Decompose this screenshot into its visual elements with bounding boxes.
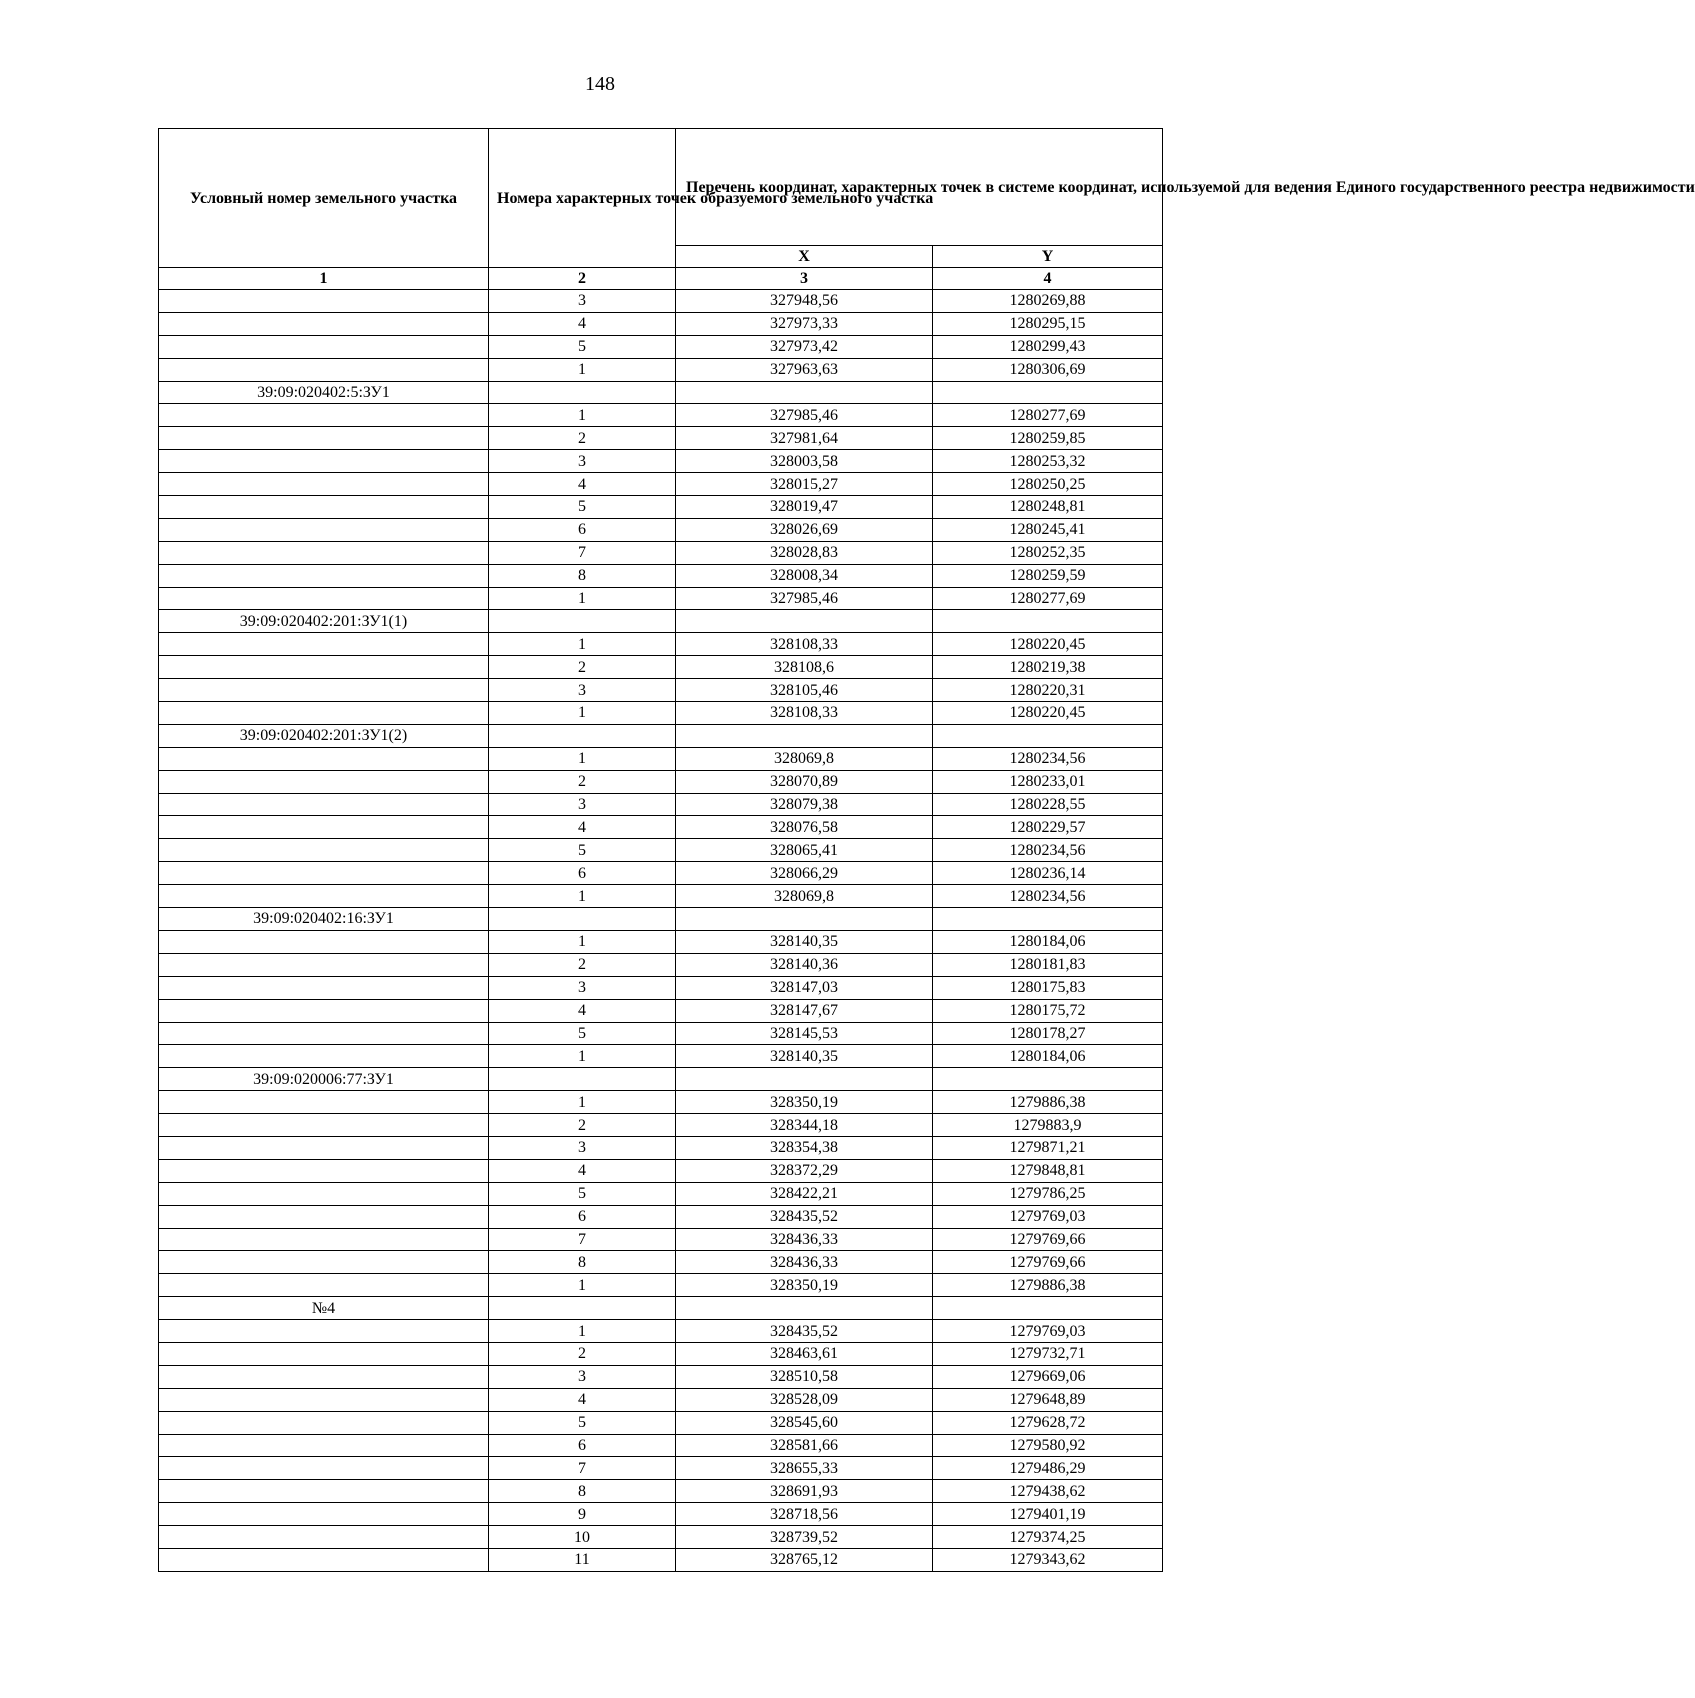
table-row [159, 953, 1163, 976]
parcel-row [159, 908, 1163, 931]
point-number [489, 1297, 676, 1320]
parcel-cell [159, 335, 489, 358]
parcel-number: 39:09:020402:201:ЗУ1(2) [159, 724, 489, 747]
coordinate-y: 1279580,92 [933, 1434, 1163, 1457]
coordinate-y: 1280299,43 [933, 335, 1163, 358]
point-number: 8 [489, 1251, 676, 1274]
table-row [159, 862, 1163, 885]
coordinate-x: 328510,58 [676, 1365, 933, 1388]
point-number: 4 [489, 816, 676, 839]
table-row [159, 450, 1163, 473]
coordinate-x: 328436,33 [676, 1228, 933, 1251]
table-row [159, 1091, 1163, 1114]
point-number: 5 [489, 1022, 676, 1045]
column-numbers-row [159, 268, 1163, 290]
point-number: 11 [489, 1548, 676, 1571]
column-number: 3 [676, 268, 933, 290]
point-number [489, 1068, 676, 1091]
column-number: 1 [159, 268, 489, 290]
coordinate-x: 327973,33 [676, 312, 933, 335]
point-number: 5 [489, 1182, 676, 1205]
parcel-cell [159, 564, 489, 587]
column-number: 4 [933, 268, 1163, 290]
coordinate-x: 328344,18 [676, 1114, 933, 1137]
coordinate-y: 1279732,71 [933, 1342, 1163, 1365]
table-row [159, 1205, 1163, 1228]
coordinate-y: 1280252,35 [933, 541, 1163, 564]
point-number: 4 [489, 1388, 676, 1411]
parcel-cell [159, 770, 489, 793]
coordinate-y: 1280220,45 [933, 633, 1163, 656]
parcel-cell [159, 633, 489, 656]
table-row [159, 1320, 1163, 1343]
header-row [159, 129, 1163, 246]
point-number: 7 [489, 541, 676, 564]
header-y: Y [933, 246, 1163, 268]
coordinate-x: 328718,56 [676, 1503, 933, 1526]
parcel-number: 39:09:020402:16:ЗУ1 [159, 908, 489, 931]
table-row [159, 1045, 1163, 1068]
point-number: 5 [489, 496, 676, 519]
parcel-cell [159, 541, 489, 564]
point-number: 2 [489, 770, 676, 793]
header-point-numbers: Номера характерных точек образуемого земельного участка [489, 129, 676, 268]
coordinate-x: 328015,27 [676, 473, 933, 496]
coordinate-y: 1279628,72 [933, 1411, 1163, 1434]
point-number: 2 [489, 1114, 676, 1137]
coordinate-y: 1279374,25 [933, 1526, 1163, 1549]
parcel-cell [159, 1182, 489, 1205]
parcel-cell [159, 839, 489, 862]
point-number: 1 [489, 1320, 676, 1343]
parcel-cell [159, 518, 489, 541]
point-number: 3 [489, 976, 676, 999]
point-number: 7 [489, 1228, 676, 1251]
table-row [159, 427, 1163, 450]
point-number: 1 [489, 885, 676, 908]
table-row [159, 587, 1163, 610]
point-number: 6 [489, 518, 676, 541]
coordinate-x: 328108,33 [676, 702, 933, 725]
parcel-cell [159, 1136, 489, 1159]
parcel-row [159, 1068, 1163, 1091]
table-row [159, 999, 1163, 1022]
coordinate-x: 328070,89 [676, 770, 933, 793]
parcel-number: 39:09:020402:201:ЗУ1(1) [159, 610, 489, 633]
table-row [159, 1480, 1163, 1503]
table-row [159, 1411, 1163, 1434]
table-body [159, 290, 1163, 1572]
coordinate-x: 328069,8 [676, 885, 933, 908]
parcel-cell [159, 496, 489, 519]
parcel-cell [159, 1548, 489, 1571]
point-number: 1 [489, 702, 676, 725]
point-number: 8 [489, 564, 676, 587]
point-number: 2 [489, 656, 676, 679]
point-number: 6 [489, 1205, 676, 1228]
coordinate-x: 327973,42 [676, 335, 933, 358]
column-number: 2 [489, 268, 676, 290]
parcel-cell [159, 1503, 489, 1526]
coordinate-x [676, 381, 933, 404]
point-number: 1 [489, 358, 676, 381]
point-number: 4 [489, 1159, 676, 1182]
point-number [489, 908, 676, 931]
table-row [159, 541, 1163, 564]
coordinate-y: 1280234,56 [933, 885, 1163, 908]
coordinate-x: 327963,63 [676, 358, 933, 381]
coordinate-x: 328350,19 [676, 1091, 933, 1114]
point-number: 10 [489, 1526, 676, 1549]
coordinate-y: 1280234,56 [933, 839, 1163, 862]
coordinate-x: 328528,09 [676, 1388, 933, 1411]
coordinates-table [158, 128, 1695, 1572]
coordinate-y: 1279883,9 [933, 1114, 1163, 1137]
table-row [159, 633, 1163, 656]
table-row [159, 816, 1163, 839]
coordinate-y: 1280181,83 [933, 953, 1163, 976]
parcel-cell [159, 1159, 489, 1182]
coordinate-x: 328691,93 [676, 1480, 933, 1503]
table-row [159, 839, 1163, 862]
coordinate-x: 328008,34 [676, 564, 933, 587]
parcel-cell [159, 976, 489, 999]
header-parcel-number: Условный номер земельного участка [159, 129, 489, 268]
table-row [159, 930, 1163, 953]
parcel-cell [159, 1114, 489, 1137]
coordinate-y [933, 1297, 1163, 1320]
coordinate-y: 1280175,83 [933, 976, 1163, 999]
coordinate-y: 1279871,21 [933, 1136, 1163, 1159]
coordinate-x: 328069,8 [676, 747, 933, 770]
coordinate-y: 1280277,69 [933, 587, 1163, 610]
parcel-cell [159, 1205, 489, 1228]
coordinate-x: 328422,21 [676, 1182, 933, 1205]
point-number: 5 [489, 839, 676, 862]
parcel-cell [159, 1251, 489, 1274]
coordinate-y: 1280295,15 [933, 312, 1163, 335]
parcel-cell [159, 1342, 489, 1365]
table-row [159, 290, 1163, 313]
coordinate-x: 328019,47 [676, 496, 933, 519]
coordinate-y: 1279769,66 [933, 1228, 1163, 1251]
coordinate-y: 1280220,31 [933, 679, 1163, 702]
coordinate-y: 1280269,88 [933, 290, 1163, 313]
coordinate-x: 328140,35 [676, 930, 933, 953]
coordinate-y: 1279769,03 [933, 1320, 1163, 1343]
point-number: 1 [489, 930, 676, 953]
point-number [489, 381, 676, 404]
table-row [159, 473, 1163, 496]
parcel-row [159, 724, 1163, 747]
coordinate-y: 1279401,19 [933, 1503, 1163, 1526]
table-row [159, 1159, 1163, 1182]
coordinate-x: 328545,60 [676, 1411, 933, 1434]
table-row [159, 1526, 1163, 1549]
table-row [159, 1228, 1163, 1251]
coordinate-x: 328026,69 [676, 518, 933, 541]
parcel-cell [159, 656, 489, 679]
parcel-cell [159, 702, 489, 725]
parcel-cell [159, 1365, 489, 1388]
point-number: 1 [489, 633, 676, 656]
point-number: 2 [489, 427, 676, 450]
table-row [159, 404, 1163, 427]
coordinate-x: 328354,38 [676, 1136, 933, 1159]
table-row [159, 1022, 1163, 1045]
coordinate-x: 328765,12 [676, 1548, 933, 1571]
coordinate-y: 1280250,25 [933, 473, 1163, 496]
coordinate-x: 328140,35 [676, 1045, 933, 1068]
coordinate-y: 1280248,81 [933, 496, 1163, 519]
coordinate-x: 328105,46 [676, 679, 933, 702]
point-number: 4 [489, 473, 676, 496]
table-row [159, 1434, 1163, 1457]
coordinate-x: 328108,6 [676, 656, 933, 679]
header-coordinates-list: Перечень координат, характерных точек в системе координат, используемой для ведения Единого государственного реестра недвижимости [676, 129, 1163, 246]
coordinate-y: 1280220,45 [933, 702, 1163, 725]
point-number: 6 [489, 1434, 676, 1457]
point-number: 3 [489, 290, 676, 313]
parcel-cell [159, 427, 489, 450]
coordinate-y: 1279669,06 [933, 1365, 1163, 1388]
parcel-cell [159, 1228, 489, 1251]
table-row [159, 793, 1163, 816]
coordinate-x: 328436,33 [676, 1251, 933, 1274]
coordinate-y: 1279848,81 [933, 1159, 1163, 1182]
point-number: 5 [489, 1411, 676, 1434]
coordinate-y [933, 1068, 1163, 1091]
table-row [159, 1342, 1163, 1365]
parcel-cell [159, 885, 489, 908]
coordinate-x: 327985,46 [676, 404, 933, 427]
table-row [159, 1503, 1163, 1526]
parcel-cell [159, 747, 489, 770]
point-number: 5 [489, 335, 676, 358]
parcel-cell [159, 930, 489, 953]
coordinate-y: 1280219,38 [933, 656, 1163, 679]
coordinate-x: 328435,52 [676, 1205, 933, 1228]
point-number: 3 [489, 1365, 676, 1388]
header-x: X [676, 246, 933, 268]
parcel-cell [159, 1411, 489, 1434]
table-row [159, 747, 1163, 770]
table-row [159, 1182, 1163, 1205]
point-number: 2 [489, 1342, 676, 1365]
coordinate-x: 328028,83 [676, 541, 933, 564]
coordinate-y: 1280229,57 [933, 816, 1163, 839]
parcel-cell [159, 679, 489, 702]
coordinate-x: 328108,33 [676, 633, 933, 656]
parcel-row [159, 381, 1163, 404]
coordinate-x: 328581,66 [676, 1434, 933, 1457]
coordinate-x: 328350,19 [676, 1274, 933, 1297]
parcel-number: 39:09:020402:5:ЗУ1 [159, 381, 489, 404]
coordinate-x: 328145,53 [676, 1022, 933, 1045]
coordinate-x: 327948,56 [676, 290, 933, 313]
point-number [489, 724, 676, 747]
coordinate-y [933, 908, 1163, 931]
table-row [159, 312, 1163, 335]
coordinate-x: 327985,46 [676, 587, 933, 610]
table-row [159, 1457, 1163, 1480]
point-number: 3 [489, 679, 676, 702]
parcel-cell [159, 793, 489, 816]
parcel-cell [159, 1434, 489, 1457]
coordinate-y: 1279438,62 [933, 1480, 1163, 1503]
table-row [159, 1274, 1163, 1297]
coordinate-x [676, 908, 933, 931]
parcel-cell [159, 1274, 489, 1297]
parcel-cell [159, 1388, 489, 1411]
coordinate-y: 1280306,69 [933, 358, 1163, 381]
coordinate-y: 1279886,38 [933, 1274, 1163, 1297]
table-row [159, 358, 1163, 381]
coordinate-x: 328065,41 [676, 839, 933, 862]
coordinate-y: 1280228,55 [933, 793, 1163, 816]
parcel-cell [159, 473, 489, 496]
point-number: 4 [489, 312, 676, 335]
point-number: 3 [489, 793, 676, 816]
coordinate-y: 1279769,66 [933, 1251, 1163, 1274]
coordinate-x: 328140,36 [676, 953, 933, 976]
point-number: 8 [489, 1480, 676, 1503]
coordinate-x [676, 1068, 933, 1091]
coordinate-x: 328147,67 [676, 999, 933, 1022]
point-number: 1 [489, 587, 676, 610]
parcel-cell [159, 1320, 489, 1343]
coordinate-x [676, 724, 933, 747]
parcel-cell [159, 450, 489, 473]
coordinate-x [676, 1297, 933, 1320]
coordinate-y: 1280259,59 [933, 564, 1163, 587]
coordinate-x: 328076,58 [676, 816, 933, 839]
coordinate-x: 327981,64 [676, 427, 933, 450]
coordinate-x: 328147,03 [676, 976, 933, 999]
parcel-number: 39:09:020006:77:ЗУ1 [159, 1068, 489, 1091]
point-number: 1 [489, 1274, 676, 1297]
coordinate-y: 1280184,06 [933, 1045, 1163, 1068]
parcel-cell [159, 1480, 489, 1503]
coordinate-y: 1279486,29 [933, 1457, 1163, 1480]
parcel-cell [159, 290, 489, 313]
parcel-row [159, 610, 1163, 633]
coordinate-x: 328435,52 [676, 1320, 933, 1343]
parcel-cell [159, 312, 489, 335]
coordinate-y: 1279648,89 [933, 1388, 1163, 1411]
point-number: 7 [489, 1457, 676, 1480]
coordinate-y: 1280236,14 [933, 862, 1163, 885]
parcel-cell [159, 358, 489, 381]
table-row [159, 1548, 1163, 1571]
table-row [159, 1388, 1163, 1411]
parcel-cell [159, 816, 489, 839]
parcel-cell [159, 404, 489, 427]
page-number: 148 [585, 73, 615, 95]
coordinate-y: 1280175,72 [933, 999, 1163, 1022]
coordinate-x: 328372,29 [676, 1159, 933, 1182]
coordinate-y [933, 381, 1163, 404]
parcel-cell [159, 587, 489, 610]
coordinate-y: 1280259,85 [933, 427, 1163, 450]
coordinate-x: 328066,29 [676, 862, 933, 885]
table-row [159, 1251, 1163, 1274]
table-row [159, 656, 1163, 679]
coordinate-y [933, 724, 1163, 747]
table-row [159, 679, 1163, 702]
coordinate-y [933, 610, 1163, 633]
parcel-cell [159, 1045, 489, 1068]
point-number: 1 [489, 747, 676, 770]
table-row [159, 1114, 1163, 1137]
coordinate-y: 1279769,03 [933, 1205, 1163, 1228]
coordinate-x: 328655,33 [676, 1457, 933, 1480]
coordinate-x: 328003,58 [676, 450, 933, 473]
table-row [159, 702, 1163, 725]
point-number: 9 [489, 1503, 676, 1526]
parcel-cell [159, 1022, 489, 1045]
table-row [159, 770, 1163, 793]
point-number: 3 [489, 450, 676, 473]
coordinate-y: 1280245,41 [933, 518, 1163, 541]
parcel-cell [159, 1457, 489, 1480]
point-number: 1 [489, 1045, 676, 1068]
table-row [159, 1365, 1163, 1388]
parcel-cell [159, 953, 489, 976]
coordinate-x: 328463,61 [676, 1342, 933, 1365]
table-row [159, 1136, 1163, 1159]
point-number: 1 [489, 1091, 676, 1114]
table-row [159, 885, 1163, 908]
parcel-cell [159, 1526, 489, 1549]
coordinate-x: 328739,52 [676, 1526, 933, 1549]
point-number: 4 [489, 999, 676, 1022]
point-number: 3 [489, 1136, 676, 1159]
parcel-number: №4 [159, 1297, 489, 1320]
coordinate-y: 1280233,01 [933, 770, 1163, 793]
table-row [159, 976, 1163, 999]
parcel-row [159, 1297, 1163, 1320]
table-row [159, 496, 1163, 519]
coordinate-y: 1279343,62 [933, 1548, 1163, 1571]
point-number: 6 [489, 862, 676, 885]
coordinate-y: 1279886,38 [933, 1091, 1163, 1114]
coordinate-y: 1280184,06 [933, 930, 1163, 953]
point-number: 1 [489, 404, 676, 427]
coordinate-x: 328079,38 [676, 793, 933, 816]
table-row [159, 518, 1163, 541]
table-row [159, 564, 1163, 587]
parcel-cell [159, 862, 489, 885]
coordinate-y: 1280253,32 [933, 450, 1163, 473]
coordinate-y: 1280277,69 [933, 404, 1163, 427]
coordinate-y: 1280178,27 [933, 1022, 1163, 1045]
point-number [489, 610, 676, 633]
coordinate-y: 1280234,56 [933, 747, 1163, 770]
table-row [159, 335, 1163, 358]
coordinate-y: 1279786,25 [933, 1182, 1163, 1205]
parcel-cell [159, 1091, 489, 1114]
coordinate-x [676, 610, 933, 633]
point-number: 2 [489, 953, 676, 976]
parcel-cell [159, 999, 489, 1022]
